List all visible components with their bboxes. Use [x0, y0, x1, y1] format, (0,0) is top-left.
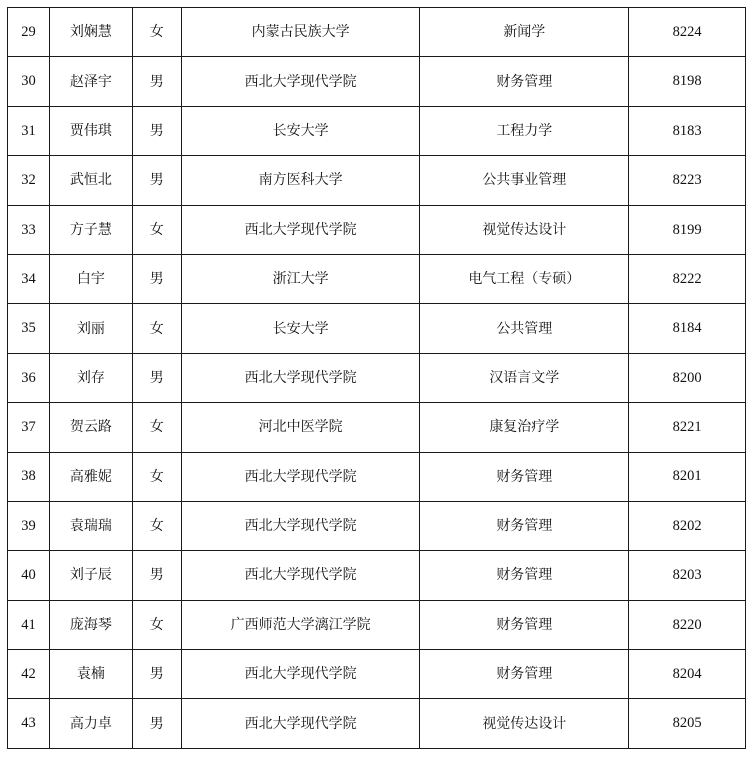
cell-gender: 男 — [132, 156, 181, 205]
cell-id: 8220 — [629, 600, 746, 649]
cell-index: 39 — [8, 501, 50, 550]
cell-name: 庞海琴 — [49, 600, 132, 649]
cell-name: 赵泽宇 — [49, 57, 132, 106]
cell-gender: 男 — [132, 551, 181, 600]
cell-school: 广西师范大学漓江学院 — [181, 600, 420, 649]
cell-school: 西北大学现代学院 — [181, 57, 420, 106]
cell-index: 32 — [8, 156, 50, 205]
cell-id: 8205 — [629, 699, 746, 748]
cell-gender: 女 — [132, 8, 181, 57]
cell-gender: 男 — [132, 254, 181, 303]
cell-gender: 女 — [132, 452, 181, 501]
cell-index: 35 — [8, 304, 50, 353]
cell-major: 财务管理 — [420, 501, 629, 550]
cell-index: 31 — [8, 106, 50, 155]
table-row — [8, 156, 746, 205]
cell-index: 33 — [8, 205, 50, 254]
cell-id: 8222 — [629, 254, 746, 303]
cell-major: 新闻学 — [420, 8, 629, 57]
cell-major: 财务管理 — [420, 57, 629, 106]
cell-id: 8198 — [629, 57, 746, 106]
cell-name: 刘子辰 — [49, 551, 132, 600]
cell-index: 40 — [8, 551, 50, 600]
cell-school: 西北大学现代学院 — [181, 650, 420, 699]
cell-school: 浙江大学 — [181, 254, 420, 303]
cell-gender: 男 — [132, 353, 181, 402]
cell-major: 视觉传达设计 — [420, 699, 629, 748]
cell-gender: 男 — [132, 650, 181, 699]
cell-id: 8223 — [629, 156, 746, 205]
cell-school: 西北大学现代学院 — [181, 699, 420, 748]
cell-name: 刘娴慧 — [49, 8, 132, 57]
table-row — [8, 699, 746, 748]
cell-major: 工程力学 — [420, 106, 629, 155]
cell-major: 汉语言文学 — [420, 353, 629, 402]
cell-name: 袁瑞瑞 — [49, 501, 132, 550]
cell-major: 财务管理 — [420, 650, 629, 699]
cell-school: 西北大学现代学院 — [181, 551, 420, 600]
roster-table-body — [8, 8, 746, 749]
cell-school: 西北大学现代学院 — [181, 501, 420, 550]
cell-major: 公共管理 — [420, 304, 629, 353]
cell-name: 白宇 — [49, 254, 132, 303]
cell-school: 河北中医学院 — [181, 403, 420, 452]
cell-name: 贺云路 — [49, 403, 132, 452]
cell-gender: 女 — [132, 501, 181, 550]
cell-major: 公共事业管理 — [420, 156, 629, 205]
cell-major: 财务管理 — [420, 452, 629, 501]
cell-school: 西北大学现代学院 — [181, 452, 420, 501]
cell-major: 财务管理 — [420, 600, 629, 649]
cell-index: 42 — [8, 650, 50, 699]
cell-school: 南方医科大学 — [181, 156, 420, 205]
cell-name: 贾伟琪 — [49, 106, 132, 155]
cell-major: 康复治疗学 — [420, 403, 629, 452]
cell-gender: 女 — [132, 403, 181, 452]
cell-index: 34 — [8, 254, 50, 303]
table-row — [8, 205, 746, 254]
cell-gender: 男 — [132, 699, 181, 748]
cell-id: 8201 — [629, 452, 746, 501]
cell-name: 方子慧 — [49, 205, 132, 254]
cell-major: 视觉传达设计 — [420, 205, 629, 254]
table-row — [8, 353, 746, 402]
cell-school: 西北大学现代学院 — [181, 205, 420, 254]
table-row — [8, 304, 746, 353]
cell-index: 43 — [8, 699, 50, 748]
cell-id: 8202 — [629, 501, 746, 550]
cell-gender: 女 — [132, 205, 181, 254]
cell-id: 8199 — [629, 205, 746, 254]
table-row — [8, 452, 746, 501]
cell-id: 8184 — [629, 304, 746, 353]
cell-id: 8183 — [629, 106, 746, 155]
cell-gender: 女 — [132, 304, 181, 353]
table-row — [8, 8, 746, 57]
table-row — [8, 57, 746, 106]
cell-name: 袁楠 — [49, 650, 132, 699]
cell-index: 41 — [8, 600, 50, 649]
cell-name: 武恒北 — [49, 156, 132, 205]
cell-name: 高力卓 — [49, 699, 132, 748]
table-row — [8, 501, 746, 550]
cell-index: 38 — [8, 452, 50, 501]
cell-id: 8204 — [629, 650, 746, 699]
cell-major: 电气工程（专硕） — [420, 254, 629, 303]
roster-table — [7, 7, 746, 749]
cell-id: 8224 — [629, 8, 746, 57]
table-row — [8, 403, 746, 452]
cell-gender: 男 — [132, 57, 181, 106]
table-row — [8, 650, 746, 699]
cell-school: 长安大学 — [181, 304, 420, 353]
cell-id: 8221 — [629, 403, 746, 452]
cell-major: 财务管理 — [420, 551, 629, 600]
cell-id: 8203 — [629, 551, 746, 600]
cell-index: 37 — [8, 403, 50, 452]
cell-gender: 男 — [132, 106, 181, 155]
roster-table-container — [7, 7, 746, 749]
table-row — [8, 600, 746, 649]
table-row — [8, 551, 746, 600]
cell-index: 29 — [8, 8, 50, 57]
cell-school: 西北大学现代学院 — [181, 353, 420, 402]
cell-index: 36 — [8, 353, 50, 402]
cell-name: 高雅妮 — [49, 452, 132, 501]
table-row — [8, 106, 746, 155]
cell-name: 刘丽 — [49, 304, 132, 353]
cell-index: 30 — [8, 57, 50, 106]
cell-school: 内蒙古民族大学 — [181, 8, 420, 57]
cell-gender: 女 — [132, 600, 181, 649]
cell-id: 8200 — [629, 353, 746, 402]
cell-school: 长安大学 — [181, 106, 420, 155]
table-row — [8, 254, 746, 303]
cell-name: 刘存 — [49, 353, 132, 402]
